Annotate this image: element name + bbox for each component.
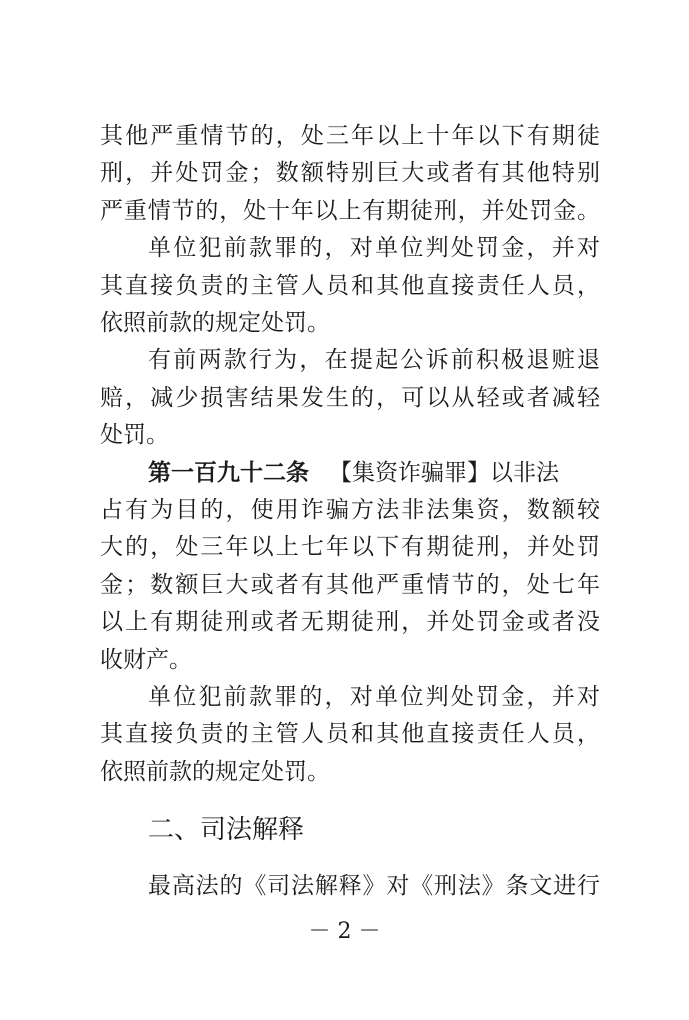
- article-number: 第一百九十二条: [148, 460, 309, 486]
- text-segment: 以非法: [490, 460, 559, 486]
- text-line: 依照前款的规定处罚。: [100, 310, 330, 336]
- text-line: 处罚。: [100, 422, 169, 448]
- text-line: 赔，减少损害结果发生的，可以从轻或者减轻: [100, 385, 600, 411]
- text-line: 单位犯前款罪的，对单位判处罚金，并对: [148, 684, 600, 710]
- text-line: 大的，处三年以上七年以下有期徒刑，并处罚: [100, 534, 600, 560]
- text-line: 严重情节的，处十年以上有期徒刑，并处罚金。: [100, 198, 600, 224]
- text-line: 刑，并处罚金；数额特别巨大或者有其他特别: [100, 160, 600, 186]
- text-line: 最高法的《司法解释》对《刑法》条文进行: [148, 873, 600, 899]
- text-line: 单位犯前款罪的，对单位判处罚金，并对: [148, 235, 600, 261]
- article-heading-line: [148, 455, 600, 491]
- text-line: 其他严重情节的，处三年以上十年以下有期徒: [100, 123, 600, 149]
- text-line: 其直接负责的主管人员和其他直接责任人员，: [100, 721, 600, 747]
- text-line: 其直接负责的主管人员和其他直接责任人员，: [100, 273, 600, 299]
- section-heading: 二、司法解释: [148, 815, 305, 845]
- text-line: 依照前款的规定处罚。: [100, 759, 330, 785]
- text-line: 收财产。: [100, 647, 192, 673]
- text-line: 以上有期徒刑或者无期徒刑，并处罚金或者没: [100, 609, 600, 635]
- text-line: 有前两款行为，在提起公诉前积极退赃退: [148, 347, 600, 373]
- page-number: － 2 －: [308, 919, 381, 944]
- text-line: 金；数额巨大或者有其他严重情节的，处七年: [100, 572, 600, 598]
- text-line: 占有为目的，使用诈骗方法非法集资，数额较: [100, 497, 600, 523]
- article-title: 【集资诈骗罪】: [329, 460, 490, 486]
